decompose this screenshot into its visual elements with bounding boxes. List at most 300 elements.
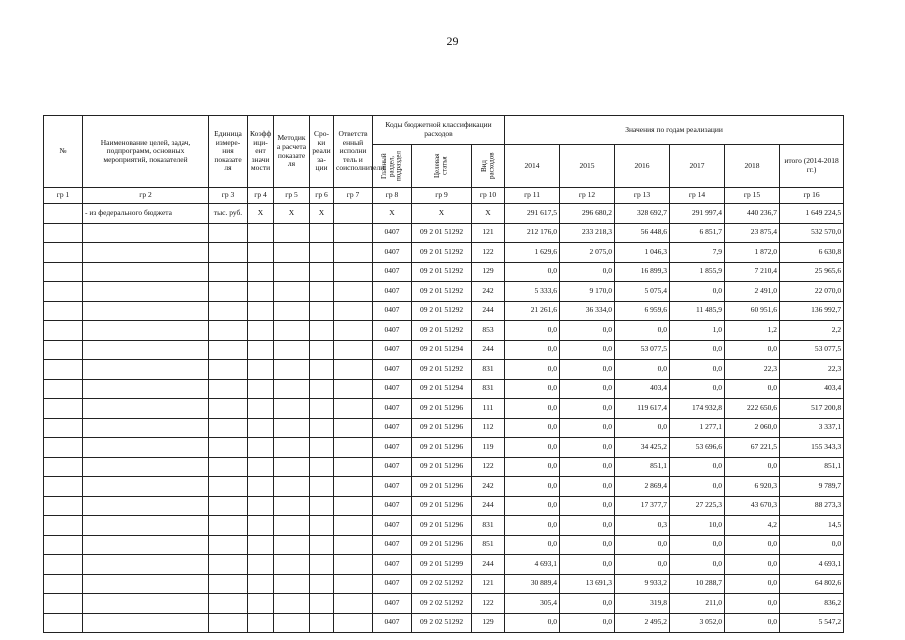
cell-method (274, 535, 310, 555)
cell-coef (248, 262, 274, 282)
cell-2014: 30 889,4 (505, 574, 560, 594)
gr-label: гр 6 (310, 188, 334, 204)
cell-2015: 0,0 (560, 594, 615, 614)
cell-2014: 212 176,0 (505, 223, 560, 243)
cell-name (83, 360, 209, 380)
cell-razdel: 0407 (373, 301, 412, 321)
cell-coef (248, 379, 274, 399)
cell-responsible (334, 516, 373, 536)
cell-responsible (334, 457, 373, 477)
cell-2015: 36 334,0 (560, 301, 615, 321)
cell-2014: 5 333,6 (505, 282, 560, 302)
cell-terms (310, 360, 334, 380)
cell-coef (248, 399, 274, 419)
cell-unit (209, 321, 248, 341)
cell-coef (248, 457, 274, 477)
header-col-responsible: Ответств енный исполни тель и соисполнители (334, 116, 373, 188)
header-row-top (44, 116, 844, 145)
cell-kind: X (472, 204, 505, 224)
cell-coef (248, 535, 274, 555)
cell-razdel: 0407 (373, 379, 412, 399)
cell-no (44, 594, 83, 614)
cell-terms (310, 399, 334, 419)
cell-target: 09 2 01 51296 (412, 457, 472, 477)
cell-unit (209, 243, 248, 263)
cell-target: 09 2 01 51296 (412, 496, 472, 516)
cell-2018: 440 236,7 (725, 204, 780, 224)
cell-terms (310, 301, 334, 321)
cell-total: 9 789,7 (780, 477, 844, 497)
cell-2018: 6 920,3 (725, 477, 780, 497)
cell-2016: 34 425,2 (615, 438, 670, 458)
cell-method (274, 594, 310, 614)
cell-name (83, 321, 209, 341)
cell-2016: 2 869,4 (615, 477, 670, 497)
cell-method (274, 321, 310, 341)
header-year-2017: 2017 (670, 145, 725, 188)
cell-no (44, 204, 83, 224)
cell-total: 517 200,8 (780, 399, 844, 419)
cell-razdel: 0407 (373, 457, 412, 477)
cell-2016: 17 377,7 (615, 496, 670, 516)
header-sub-kind (472, 145, 505, 188)
cell-responsible (334, 321, 373, 341)
cell-2017: 3 052,0 (670, 613, 725, 633)
cell-2016: 6 959,6 (615, 301, 670, 321)
cell-2016: 0,0 (615, 555, 670, 575)
cell-terms (310, 613, 334, 633)
cell-2016: 119 617,4 (615, 399, 670, 419)
cell-2014: 305,4 (505, 594, 560, 614)
cell-2016: 2 495,2 (615, 613, 670, 633)
cell-kind: 244 (472, 496, 505, 516)
cell-2014: 0,0 (505, 418, 560, 438)
table-row (44, 301, 844, 321)
cell-2018: 222 650,6 (725, 399, 780, 419)
cell-unit (209, 535, 248, 555)
cell-name (83, 574, 209, 594)
cell-unit (209, 399, 248, 419)
cell-name (83, 418, 209, 438)
cell-2015: 0,0 (560, 262, 615, 282)
cell-terms: X (310, 204, 334, 224)
cell-2017: 0,0 (670, 457, 725, 477)
cell-2017: 6 851,7 (670, 223, 725, 243)
cell-method (274, 516, 310, 536)
cell-2015: 0,0 (560, 418, 615, 438)
cell-no (44, 535, 83, 555)
cell-unit (209, 360, 248, 380)
cell-2016: 53 077,5 (615, 340, 670, 360)
cell-name (83, 613, 209, 633)
cell-responsible (334, 418, 373, 438)
cell-2017: 291 997,4 (670, 204, 725, 224)
cell-unit (209, 516, 248, 536)
cell-2015: 0,0 (560, 457, 615, 477)
cell-2014: 0,0 (505, 340, 560, 360)
cell-2015: 0,0 (560, 613, 615, 633)
cell-2018: 4,2 (725, 516, 780, 536)
cell-unit (209, 555, 248, 575)
cell-total: 532 570,0 (780, 223, 844, 243)
cell-total: 53 077,5 (780, 340, 844, 360)
cell-target: 09 2 01 51292 (412, 223, 472, 243)
table-row (44, 282, 844, 302)
cell-2014: 0,0 (505, 496, 560, 516)
cell-target: 09 2 01 51294 (412, 340, 472, 360)
cell-2014: 0,0 (505, 399, 560, 419)
cell-coef (248, 594, 274, 614)
cell-coef (248, 282, 274, 302)
cell-2014: 0,0 (505, 379, 560, 399)
cell-name (83, 477, 209, 497)
cell-2017: 211,0 (670, 594, 725, 614)
cell-name (83, 555, 209, 575)
cell-no (44, 516, 83, 536)
cell-2017: 10 288,7 (670, 574, 725, 594)
cell-2016: 0,3 (615, 516, 670, 536)
header-col-no: № (44, 116, 83, 188)
cell-terms (310, 262, 334, 282)
cell-target: 09 2 01 51292 (412, 243, 472, 263)
cell-2015: 0,0 (560, 340, 615, 360)
cell-terms (310, 379, 334, 399)
cell-responsible (334, 282, 373, 302)
cell-2018: 43 670,3 (725, 496, 780, 516)
cell-2018: 0,0 (725, 535, 780, 555)
gr-label: гр 11 (505, 188, 560, 204)
gr-label: гр 3 (209, 188, 248, 204)
cell-razdel: 0407 (373, 496, 412, 516)
cell-2016: 9 933,2 (615, 574, 670, 594)
cell-no (44, 574, 83, 594)
cell-kind: 244 (472, 340, 505, 360)
cell-kind: 119 (472, 438, 505, 458)
cell-2017: 11 485,9 (670, 301, 725, 321)
cell-coef (248, 496, 274, 516)
cell-no (44, 613, 83, 633)
cell-responsible (334, 379, 373, 399)
cell-method (274, 574, 310, 594)
cell-target: 09 2 01 51299 (412, 555, 472, 575)
cell-responsible (334, 223, 373, 243)
table-row (44, 340, 844, 360)
cell-target: 09 2 01 51294 (412, 379, 472, 399)
cell-kind: 121 (472, 574, 505, 594)
header-year-2018: 2018 (725, 145, 780, 188)
cell-method (274, 555, 310, 575)
cell-razdel: 0407 (373, 321, 412, 341)
cell-method: X (274, 204, 310, 224)
cell-total: 64 802,6 (780, 574, 844, 594)
cell-2016: 319,8 (615, 594, 670, 614)
cell-method (274, 243, 310, 263)
header-col-terms: Сро-ки реали за-ции (310, 116, 334, 188)
table-row (44, 223, 844, 243)
cell-name (83, 399, 209, 419)
cell-total: 2,2 (780, 321, 844, 341)
cell-name (83, 301, 209, 321)
cell-razdel: 0407 (373, 555, 412, 575)
cell-2014: 0,0 (505, 477, 560, 497)
cell-2014: 1 629,6 (505, 243, 560, 263)
cell-2017: 1 277,1 (670, 418, 725, 438)
cell-name (83, 516, 209, 536)
cell-target: 09 2 01 51296 (412, 399, 472, 419)
header-year-2014: 2014 (505, 145, 560, 188)
cell-responsible (334, 301, 373, 321)
table-row (44, 574, 844, 594)
cell-terms (310, 340, 334, 360)
cell-kind: 831 (472, 360, 505, 380)
header-sub-kind-label: Вид расходов (479, 152, 496, 180)
cell-name (83, 594, 209, 614)
cell-terms (310, 477, 334, 497)
cell-responsible (334, 535, 373, 555)
cell-razdel: 0407 (373, 535, 412, 555)
cell-2014: 0,0 (505, 535, 560, 555)
header-col-name: Наименование целей, задач, подпрограмм, основных мероприятий, показателей (83, 116, 209, 188)
cell-2014: 0,0 (505, 457, 560, 477)
cell-2018: 0,0 (725, 457, 780, 477)
cell-2018: 7 210,4 (725, 262, 780, 282)
cell-terms (310, 321, 334, 341)
header-col-unit: Единица измере-ния показате ля (209, 116, 248, 188)
cell-no (44, 262, 83, 282)
cell-razdel: 0407 (373, 340, 412, 360)
cell-unit (209, 574, 248, 594)
header-sub-target-label: Целевая статья (433, 153, 449, 179)
cell-kind: 851 (472, 535, 505, 555)
cell-2018: 0,0 (725, 594, 780, 614)
table-row (44, 594, 844, 614)
cell-2015: 0,0 (560, 516, 615, 536)
table-row (44, 477, 844, 497)
cell-kind: 853 (472, 321, 505, 341)
gr-label: гр 7 (334, 188, 373, 204)
cell-razdel: 0407 (373, 243, 412, 263)
cell-target: 09 2 01 51292 (412, 282, 472, 302)
cell-2017: 0,0 (670, 340, 725, 360)
cell-2018: 0,0 (725, 379, 780, 399)
cell-kind: 122 (472, 243, 505, 263)
cell-2018: 1,2 (725, 321, 780, 341)
cell-coef (248, 360, 274, 380)
cell-coef (248, 243, 274, 263)
cell-terms (310, 243, 334, 263)
cell-2016: 851,1 (615, 457, 670, 477)
budget-table (43, 115, 844, 633)
cell-2015: 0,0 (560, 321, 615, 341)
cell-2014: 21 261,6 (505, 301, 560, 321)
cell-method (274, 223, 310, 243)
cell-2014: 0,0 (505, 438, 560, 458)
cell-terms (310, 594, 334, 614)
page-number: 29 (446, 34, 459, 48)
cell-total: 403,4 (780, 379, 844, 399)
cell-kind: 129 (472, 262, 505, 282)
cell-terms (310, 496, 334, 516)
table-row (44, 535, 844, 555)
cell-2017: 0,0 (670, 555, 725, 575)
gr-label: гр 2 (83, 188, 209, 204)
cell-name (83, 223, 209, 243)
cell-responsible (334, 360, 373, 380)
cell-total: 6 630,8 (780, 243, 844, 263)
cell-2015: 0,0 (560, 477, 615, 497)
cell-razdel: 0407 (373, 360, 412, 380)
cell-2018: 60 951,6 (725, 301, 780, 321)
cell-razdel: 0407 (373, 516, 412, 536)
cell-2016: 5 075,4 (615, 282, 670, 302)
cell-no (44, 555, 83, 575)
cell-kind: 111 (472, 399, 505, 419)
cell-name (83, 535, 209, 555)
cell-no (44, 282, 83, 302)
cell-2015: 0,0 (560, 496, 615, 516)
cell-responsible (334, 613, 373, 633)
header-col-budget-codes: Коды бюджетной классификации расходов (373, 116, 505, 145)
cell-kind: 242 (472, 477, 505, 497)
cell-unit (209, 438, 248, 458)
cell-coef (248, 438, 274, 458)
cell-terms (310, 282, 334, 302)
cell-target: 09 2 01 51296 (412, 418, 472, 438)
cell-2014: 291 617,5 (505, 204, 560, 224)
cell-method (274, 613, 310, 633)
cell-no (44, 457, 83, 477)
table-row (44, 399, 844, 419)
cell-razdel: 0407 (373, 594, 412, 614)
cell-total: 836,2 (780, 594, 844, 614)
cell-terms (310, 574, 334, 594)
table-row (44, 613, 844, 633)
cell-no (44, 243, 83, 263)
cell-unit (209, 379, 248, 399)
table-row (44, 418, 844, 438)
cell-target: 09 2 01 51296 (412, 535, 472, 555)
cell-responsible (334, 594, 373, 614)
gr-label: гр 9 (412, 188, 472, 204)
cell-2018: 23 875,4 (725, 223, 780, 243)
cell-total: 88 273,3 (780, 496, 844, 516)
cell-2017: 0,0 (670, 282, 725, 302)
cell-2015: 0,0 (560, 360, 615, 380)
gr-label: гр 13 (615, 188, 670, 204)
cell-method (274, 282, 310, 302)
cell-2014: 0,0 (505, 613, 560, 633)
cell-razdel: 0407 (373, 613, 412, 633)
cell-responsible (334, 399, 373, 419)
table-row (44, 457, 844, 477)
cell-2015: 9 170,0 (560, 282, 615, 302)
cell-2016: 0,0 (615, 360, 670, 380)
table-row (44, 555, 844, 575)
cell-2016: 1 046,3 (615, 243, 670, 263)
table-body (44, 188, 844, 633)
cell-2018: 0,0 (725, 574, 780, 594)
gr-label: гр 14 (670, 188, 725, 204)
cell-2017: 1 855,9 (670, 262, 725, 282)
cell-target: 09 2 01 51292 (412, 321, 472, 341)
cell-2014: 4 693,1 (505, 555, 560, 575)
cell-unit (209, 223, 248, 243)
gr-label: гр 15 (725, 188, 780, 204)
cell-name (83, 379, 209, 399)
cell-coef (248, 613, 274, 633)
header-col-coef: Коэфф ици-ент значи мости (248, 116, 274, 188)
header-sub-target (412, 145, 472, 188)
cell-responsible (334, 496, 373, 516)
cell-name (83, 262, 209, 282)
table-row (44, 243, 844, 263)
cell-razdel: 0407 (373, 223, 412, 243)
cell-target: 09 2 01 51292 (412, 360, 472, 380)
cell-2017: 1,0 (670, 321, 725, 341)
cell-no (44, 340, 83, 360)
cell-method (274, 379, 310, 399)
gr-label: гр 16 (780, 188, 844, 204)
cell-2017: 0,0 (670, 535, 725, 555)
cell-terms (310, 535, 334, 555)
cell-2016: 0,0 (615, 321, 670, 341)
cell-no (44, 418, 83, 438)
cell-unit (209, 262, 248, 282)
cell-kind: 112 (472, 418, 505, 438)
cell-no (44, 438, 83, 458)
cell-unit (209, 594, 248, 614)
cell-responsible (334, 340, 373, 360)
cell-2015: 0,0 (560, 438, 615, 458)
cell-name (83, 438, 209, 458)
cell-name (83, 243, 209, 263)
cell-2018: 1 872,0 (725, 243, 780, 263)
cell-razdel: 0407 (373, 282, 412, 302)
cell-2017: 0,0 (670, 477, 725, 497)
cell-coef (248, 555, 274, 575)
cell-target: 09 2 02 51292 (412, 613, 472, 633)
cell-kind: 831 (472, 516, 505, 536)
table-row (44, 496, 844, 516)
header-year-2016: 2016 (615, 145, 670, 188)
cell-responsible (334, 243, 373, 263)
cell-unit (209, 457, 248, 477)
column-number-row (44, 188, 844, 204)
cell-coef (248, 477, 274, 497)
cell-name (83, 457, 209, 477)
cell-2015: 13 691,3 (560, 574, 615, 594)
table-row (44, 516, 844, 536)
cell-responsible (334, 477, 373, 497)
cell-unit (209, 340, 248, 360)
cell-terms (310, 223, 334, 243)
gr-label: гр 12 (560, 188, 615, 204)
cell-2017: 0,0 (670, 360, 725, 380)
cell-razdel: 0407 (373, 438, 412, 458)
cell-razdel: X (373, 204, 412, 224)
cell-2015: 0,0 (560, 535, 615, 555)
cell-2014: 0,0 (505, 262, 560, 282)
cell-method (274, 399, 310, 419)
cell-kind: 122 (472, 594, 505, 614)
cell-total: 3 337,1 (780, 418, 844, 438)
table-row (44, 360, 844, 380)
cell-responsible (334, 555, 373, 575)
table-row (44, 204, 844, 224)
cell-kind: 129 (472, 613, 505, 633)
table-row (44, 321, 844, 341)
cell-razdel: 0407 (373, 262, 412, 282)
